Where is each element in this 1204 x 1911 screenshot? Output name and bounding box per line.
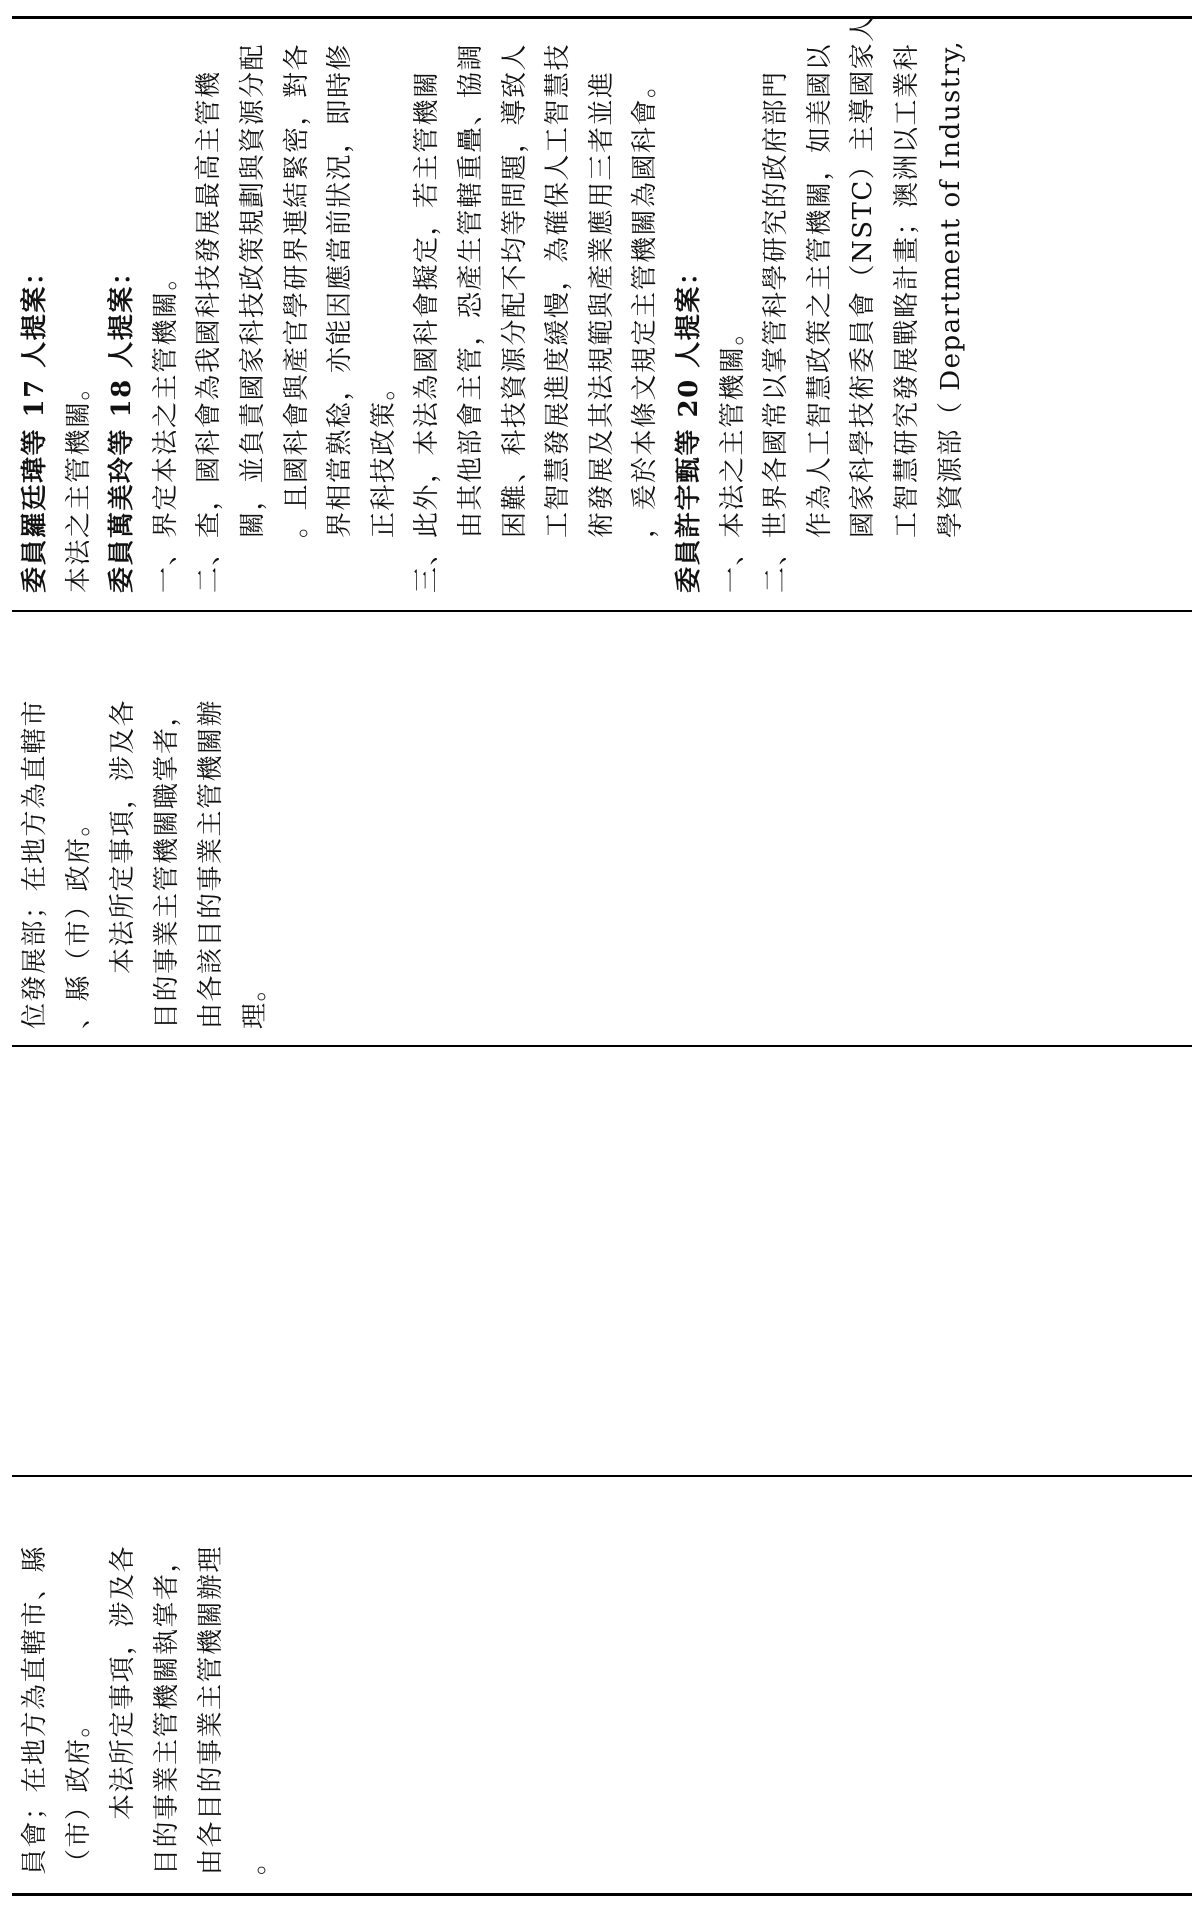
text-line: 由各該目的事業主管機關辦	[196, 698, 226, 1029]
text-line: 本法所定事項，涉及各	[108, 698, 138, 1029]
text-line: ，爰於本條文規定主管機關為國科會。	[630, 70, 661, 593]
text-line: 二、世界各國常以掌管科學研究的政府部門	[761, 70, 792, 593]
text-line: 工智慧研究發展戰略計畫；澳洲以工業科	[892, 42, 922, 593]
text-line: 二、查，國科會為我國科技發展最高主管機	[194, 70, 225, 593]
text-line: 本法所定事項，涉及各	[108, 1544, 138, 1875]
empty-column	[0, 1047, 1204, 1475]
text-line: 理。	[240, 973, 270, 1029]
text-line: 本法之主管機關。	[63, 372, 94, 593]
text-line: 關，並負責國家科技政策規劃與資源分配	[238, 42, 268, 593]
text-line: 學資源部（ Department of Industry,	[935, 39, 966, 593]
text-line: 目的事業主管機關執掌者，	[152, 1544, 182, 1875]
text-line: 界相當熟稔，亦能因應當前狀況，即時修	[325, 42, 356, 593]
text-line: 由各目的事業主管機關辦理	[196, 1544, 226, 1875]
text-line: 工智慧發展進度緩慢，為確保人工智慧技	[543, 42, 574, 593]
text-line: 委員萬美玲等 18 人提案：	[107, 257, 138, 593]
explanation-column	[0, 14, 1204, 593]
original-article-column	[0, 1477, 1204, 1875]
text-line: 。且國科會與產官學研界連結緊密，對各	[281, 42, 312, 593]
text-line: 位發展部；在地方為直轄市	[20, 698, 50, 1029]
text-line: 委員羅廷瑋等 17 人提案：	[20, 257, 50, 593]
text-line: 三、此外，本法為國科會擬定，若主管機關	[412, 70, 443, 593]
text-line: 術發展及其法規範與產業應用三者並進	[586, 70, 617, 593]
text-line: （市）政府。	[64, 1709, 94, 1875]
text-line: 委員許宇甄等 20 人提案：	[674, 257, 704, 593]
text-line: 由其他部會主管，恐產生管轄重疊、協調	[456, 42, 486, 593]
text-line: 正科技政策。	[368, 372, 399, 593]
text-line: 一、本法之主管機關。	[717, 317, 748, 593]
text-line: 。	[240, 1847, 270, 1875]
text-line: 作為人工智慧政策之主管機關，如美國以	[804, 42, 835, 593]
text-line: 國家科學技術委員會（NSTC）主導國家人	[848, 14, 879, 593]
text-line: 目的事業主管機關職掌者，	[152, 698, 182, 1029]
text-line: 、縣（市）政府。	[64, 808, 94, 1029]
text-line: 一、界定本法之主管機關。	[150, 262, 181, 593]
draft-article-column	[0, 619, 1204, 1029]
text-line: 困難、科技資源分配不均等問題，導致人	[499, 42, 530, 593]
text-line: 員會；在地方為直轄市、縣	[20, 1544, 50, 1875]
